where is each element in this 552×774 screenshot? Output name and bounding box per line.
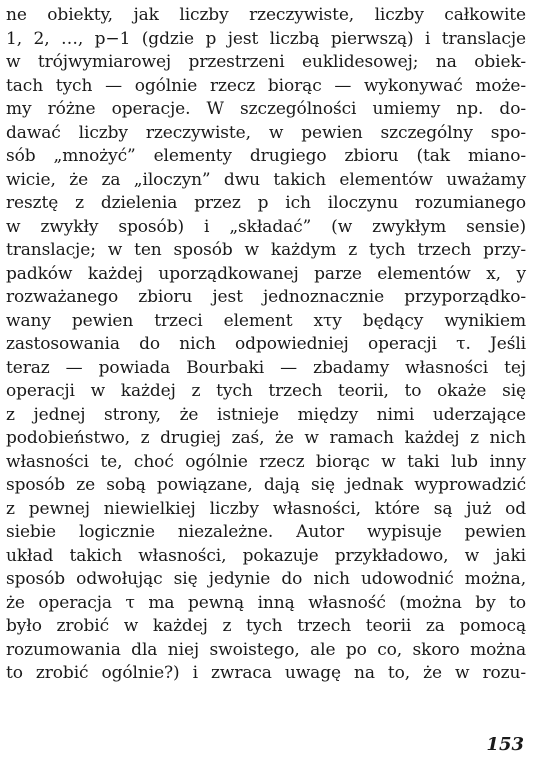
text-line: sposób odwołując się jedynie do nich udowodnić można,	[6, 569, 526, 589]
text-line: dawać liczby rzeczywiste, w pewien szczególny spo-	[6, 122, 526, 143]
text-line: sposób ze sobą powiązane, dają się jednak wyprowadzić	[6, 475, 526, 495]
text-line: operacji w każdej z tych trzech teorii, to okaże się	[6, 381, 526, 401]
text-line: padków każdej uporządkowanej parze elementów x, y	[6, 263, 526, 284]
text-line: tach tych — ogólnie rzecz biorąc — wykonywać może-	[6, 75, 526, 96]
text-line: podobieństwo, z drugiej zaś, że w ramach każdej z nich	[6, 428, 526, 448]
text-line: ne obiekty, jak liczby rzeczywiste, liczby całkowite	[6, 5, 526, 25]
text-line: wicie, że za „iloczyn” dwu takich elementów uważamy	[6, 169, 526, 190]
text-line: układ takich własności, pokazuje przykładowo, w jaki	[6, 545, 526, 566]
text-line: siebie logicznie niezależne. Autor wypisuje pewien	[6, 522, 526, 542]
text-line: zastosowania do nich odpowiedniej operacji τ. Jeśli	[6, 334, 526, 354]
text-line: rozumowania dla niej swoistego, ale po co, skoro można	[6, 639, 526, 660]
text-line: to zrobić ogólnie?) i zwraca uwagę na to, że w rozu-	[6, 663, 526, 683]
text-line: własności te, choć ogólnie rzecz biorąc w taki lub inny	[6, 451, 526, 472]
text-line: było zrobić w każdej z tych trzech teorii za pomocą	[6, 616, 526, 636]
text-line: rozważanego zbioru jest jednoznacznie przyporządko-	[6, 287, 526, 307]
text-line: resztę z dzielenia przez p ich iloczynu rozumianego	[6, 193, 526, 213]
text-line: w zwykły sposób) i „składać” (w zwykłym sensie)	[6, 216, 526, 237]
page-number: 153	[486, 734, 524, 755]
text-line: teraz — powiada Bourbaki — zbadamy własności tej	[6, 357, 526, 378]
text-line: z pewnej niewielkiej liczby własności, które są już od	[6, 498, 526, 519]
text-line: sób „mnożyć” elementy drugiego zbioru (tak miano-	[6, 146, 526, 166]
text-line: 1, 2, …, p−1 (gdzie p jest liczbą pierwszą) i translacje	[6, 28, 526, 49]
text-line: że operacja τ ma pewną inną własność (można by to	[6, 592, 526, 613]
text-line: w trójwymiarowej przestrzeni euklidesowej; na obiek-	[6, 52, 526, 72]
text-line: my różne operacje. W szczególności umiemy np. do-	[6, 99, 526, 119]
text-line: translacje; w ten sposób w każdym z tych trzech przy-	[6, 240, 526, 260]
text-line: z jednej strony, że istnieje między nimi uderzające	[6, 404, 526, 425]
text-line: wany pewien trzeci element xτy będący wynikiem	[6, 310, 526, 331]
body-text	[6, 4, 526, 686]
